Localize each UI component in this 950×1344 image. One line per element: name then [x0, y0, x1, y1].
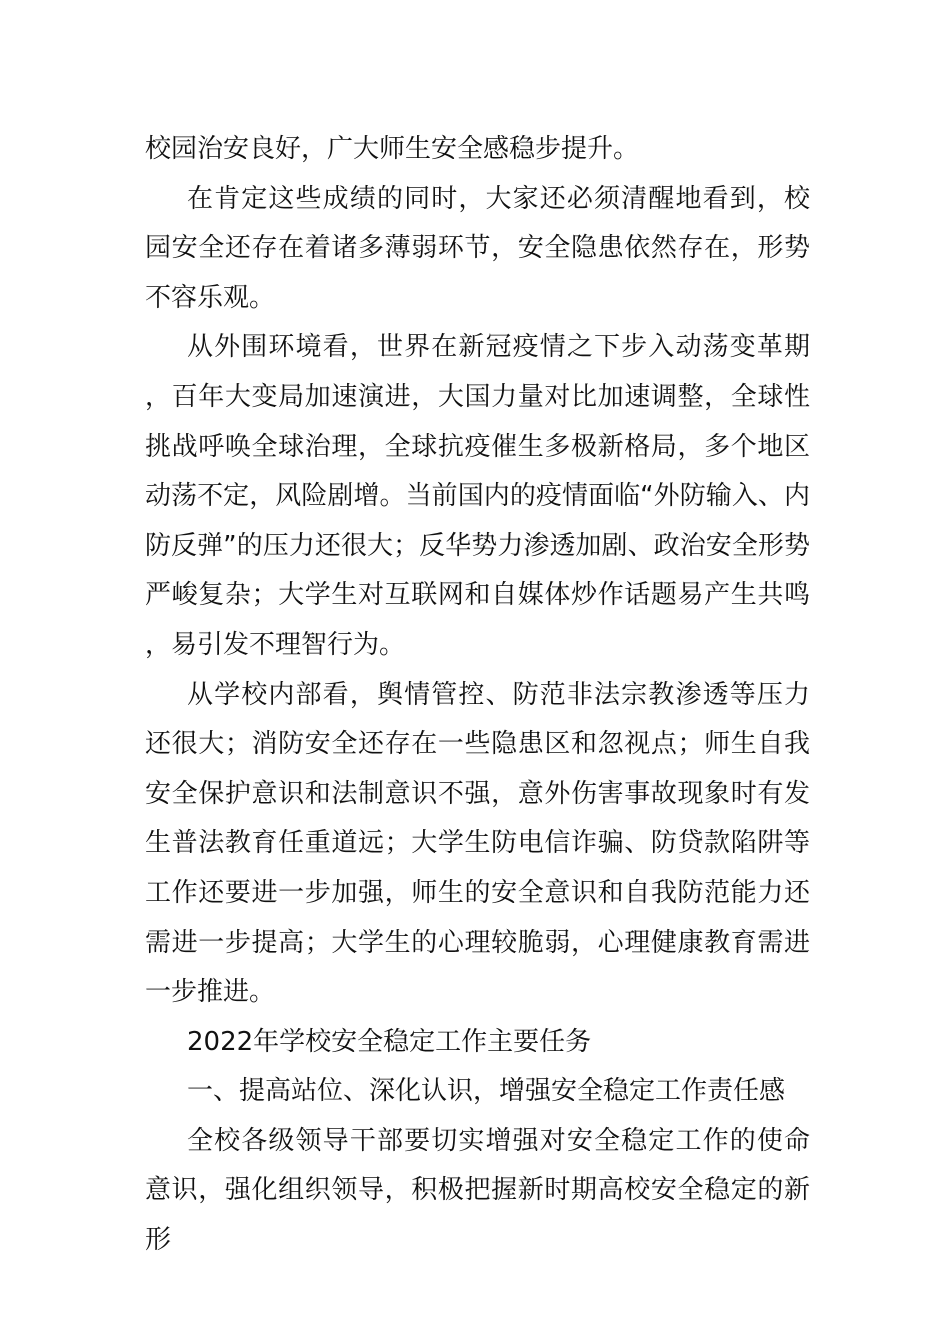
paragraph-4: 从学校内部看，舆情管控、防范非法宗教渗透等压力还很大；消防安全还存在一些隐患区和忽视点；师生自我安全保护意识和法制意识不强，意外伤害事故现象时有发生普法教育任重道远；大学生防电信诈骗、防贷款陷阱等工作还要进一步加强，师生的安全意识和自我防范能力还需进一步提高；大学生的心理较脆弱，心理健康教育需进一步推进。 [145, 679, 810, 1008]
paragraph-5: 全校各级领导干部要切实增强对安全稳定工作的使命意识，强化组织领导，积极把握新时期高校安全稳定的新形 [145, 1125, 810, 1256]
paragraph-1: 校园治安良好，广大师生安全感稳步提升。 [145, 134, 640, 164]
paragraph-3: 从外围环境看，世界在新冠疫情之下步入动荡变革期，百年大变局加速演进，大国力量对比加速调整，全球性挑战呼唤全球治理，全球抗疫催生多极新格局，多个地区动荡不定，风险剧增。当前国内的疫情面临“外防输入、内防反弹”的压力还很大；反华势力渗透加剧、政治安全形势严峻复杂；大学生对互联网和自媒体炒作话题易产生共鸣，易引发不理智行为。 [145, 332, 810, 660]
paragraph-2: 在肯定这些成绩的同时，大家还必须清醒地看到，校园安全还存在着诸多薄弱环节，安全隐患依然存在，形势不容乐观。 [145, 183, 810, 313]
section-heading: 2022年学校安全稳定工作主要任务 [187, 1026, 592, 1057]
document-body [145, 125, 810, 1266]
subsection-heading: 一、提高站位、深化认识，增强安全稳定工作责任感 [187, 1076, 786, 1107]
